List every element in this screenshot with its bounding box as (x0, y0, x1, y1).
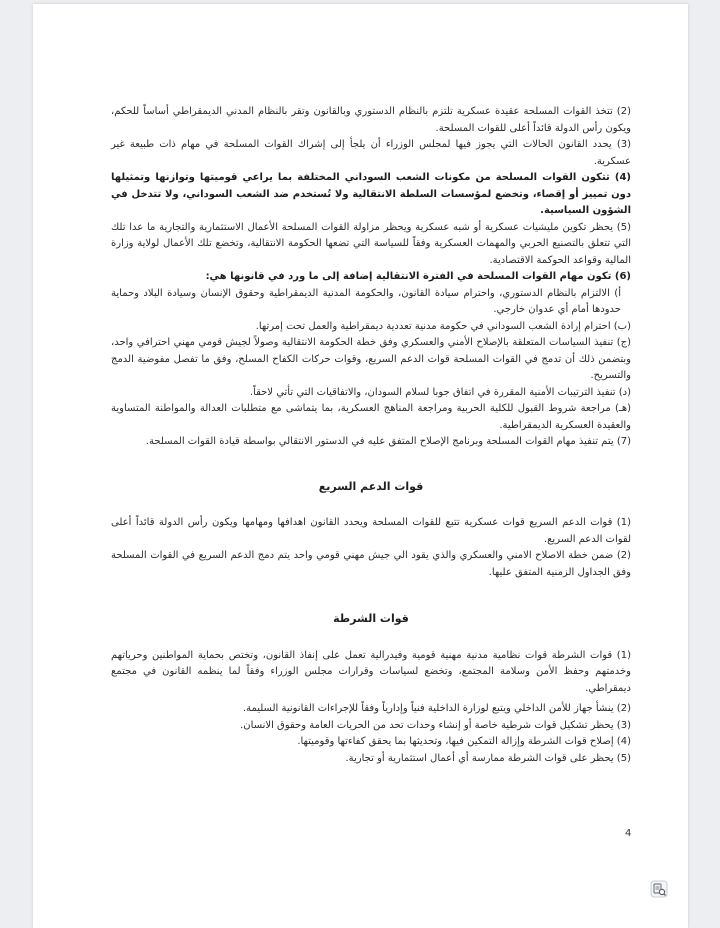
armed-forces-clause-6b: (ب) احترام إرادة الشعب السوداني في حكومة مدنية تعددية ديمقراطية والعمل تحت إمرتها. (255, 320, 631, 332)
armed-forces-clause-7: (7) يتم تنفيذ مهام القوات المسلحة وبرنامج الإصلاح المتفق عليه في الدستور الانتقالي بواسطة قيادة القوات المسلحة. (145, 436, 631, 447)
police-clause-3: (3) يحظر تشكيل قوات شرطية خاصة أو إنشاء وحدات تحد من الحريات العامة وحقوق الانسان. (240, 719, 631, 731)
document-page (33, 4, 688, 928)
armed-forces-clause-6d: (د) تنفيذ الترتيبات الأمنية المقررة في اتفاق جوبا لسلام السودان، والاتفاقيات التي تأتي لاحقاً. (249, 386, 631, 398)
page-number: 4 (625, 828, 632, 839)
police-clause-4: (4) إصلاح قوات الشرطة وإزالة التمكين فيها، وتحديثها بما يحقق كفاءتها وقوميتها. (297, 736, 631, 747)
armed-forces-clause-6: (6) تكون مهام القوات المسلحة في الفترة الانتقالية إضافة إلى ما ورد في قانونها هي: (205, 271, 631, 282)
rsf-clause-2: (2) ضمن خطة الاصلاح الامني والعسكري والذي يقود الي جيش مهني قومي واحد يتم دمج الدعم السريع في القوات المسلحة وفق الجداول الزمنية المتفق عليها. (111, 550, 631, 578)
rsf-heading: قوات الدعم السريع (318, 479, 424, 493)
armed-forces-clause-5: (5) يحظر تكوين مليشيات عسكرية أو شبه عسكرية ويحظر مزاولة القوات المسلحة الأعمال الاستثمارية والتجارية ما عدا تلك التي تتعلق بالتصنيع الحربي والمهمات العسكرية وفقاً للسياسة التي تضعها الحكومة الانتقالية، وتخضع تلك الأعمال لولاية وزارة المالية وقواعد الحوكمة الاقتصادية. (111, 221, 631, 266)
armed-forces-clause-2: (2) تتخذ القوات المسلحة عقيدة عسكرية تلتزم بالنظام الدستوري وبالقانون وتقر بالنظام المدني الديمقراطي أساساً للحكم، ويكون رأس الدولة قائداً أعلى للقوات المسلحة. (111, 106, 631, 134)
police-clause-2: (2) ينشأ جهاز للأمن الداخلي ويتبع لوزارة الداخلية فنياً وإدارياً وفقاً للإجراءات القانونية السليمة. (242, 703, 631, 714)
armed-forces-clause-3: (3) يحدد القانون الحالات التي يجوز فيها لمجلس الوزراء أن يلجأ إلى إشراك القوات المسلحة في مهام ذات طبيعة غير عسكرية. (111, 139, 631, 167)
armed-forces-clause-4: (4) تتكون القوات المسلحة من مكونات الشعب السوداني المختلفة بما يراعي قوميتها وتوازنها وتمثيلها دون تمييز أو إقصاء، وتخضع لمؤسسات السلطة الانتقالية ولا تُستخدم ضد الشعب السوداني، ولا تتدخل في الشؤون السياسية. (111, 172, 631, 216)
police-clause-5: (5) يحظر على قوات الشرطة ممارسة أي أعمال استثمارية أو تجارية. (345, 752, 631, 764)
page-content (111, 104, 631, 767)
rsf-clause-1: (1) قوات الدعم السريع قوات عسكرية تتبع للقوات المسلحة ويحدد القانون اهدافها ومهامها ويكون رأس الدولة قائداً أعلى لقوات الدعم السريع. (111, 517, 631, 545)
police-clause-1: (1) قوات الشرطة قوات نظامية مدنية مهنية قومية وفيدرالية تعمل على إنفاذ القانون، وتختص بحماية المواطنين وحرياتهم وخدمتهم وحفظ الأمن وسلامة المجتمع، وتخضع لسياسات وقرارات مجلس الوزراء وفقاً لما ينظمه القانون في مجتمع ديمقراطي. (111, 649, 631, 694)
scan-document-icon[interactable] (650, 880, 668, 898)
armed-forces-clause-6a: أ) الالتزام بالنظام الدستوري، واحترام سيادة القانون، والحكومة المدنية الديمقراطية وحقوق الإنسان وسيادة البلاد وحماية حدودها أمام أي عدوان خارجي. (111, 287, 621, 315)
police-heading: قوات الشرطة (333, 612, 409, 625)
armed-forces-clause-6c: (ج) تنفيذ السياسات المتعلقة بالإصلاح الأمني والعسكري وفق خطة الحكومة الانتقالية وصولاً لجيش قومي مهني احترافي واحد، وبتضمن ذلك أن تدمج في القوات المسلحة قوات الدعم السريع، وقوات حركات الكفاح المسلح، وفق ما تفصل مفوضية الدمج والتسريح. (111, 337, 631, 381)
armed-forces-clause-6e: (هـ) مراجعة شروط القبول للكلية الحربية ومراجعة المناهج العسكرية، بما يتماشى مع متطلبات العدالة والمواطنة المتساوية والعقيدة العسكرية الديمقراطية. (111, 403, 631, 431)
